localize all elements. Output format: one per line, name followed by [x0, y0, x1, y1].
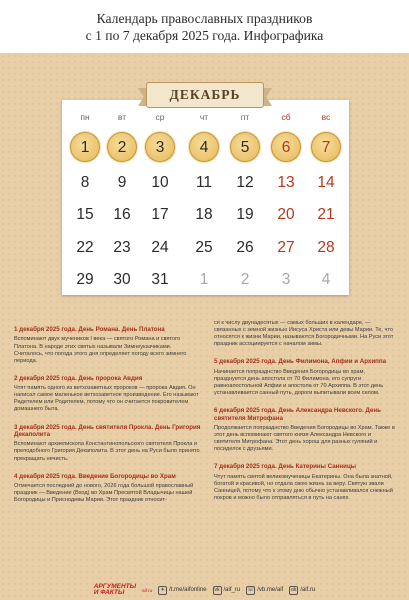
weekday-label: сб [281, 112, 291, 122]
month-ribbon [144, 82, 266, 108]
holiday-text: Чтут память святой великомученицы Екатерины. Она была знатной, богатой и красивой, но отдала свою жизнь за веру. Святую звали Санницей, потому что к этому дню обычно устанавливался снежный покров и можно было отправляться в путь на санях. [214, 473, 393, 502]
day-cell: 24 [151, 239, 169, 256]
footer-link-ok[interactable] [289, 586, 315, 595]
day-cell: 31 [151, 271, 169, 288]
holiday-text: Вспоминают архиепископа Константинопольского святителя Прокла и преподобного Григория Декаполита. В этот день на Руси было принято прекращать нечисть. [14, 441, 200, 462]
holiday-text-continuation: ся к числу двунадесятых — самых больших в календаре, — связанных с земной жизнью Иисуса Христа или девы Марии. Те, что относятся к жизни Марии, называются Богородичными. На Руси этот праздник ассоциируется с началом зимы. [214, 320, 394, 348]
day-cell: 25 [195, 239, 213, 256]
holiday-text: Вспоминают двух мучеников I века — святого Романа и святого Платона. В народе этих святых называли Зимнеуказчиками. Считалось, что погода этого дня определяет погоду всего зимнего периода. [14, 336, 187, 364]
vk-icon: vk [214, 586, 220, 593]
aif-logo[interactable] [94, 584, 136, 597]
day-cell: 15 [76, 206, 94, 223]
day-cell: 28 [317, 239, 335, 256]
day-cell: 29 [76, 271, 94, 288]
day-cell: 20 [277, 206, 295, 223]
holiday-text: Продолжается попразднство Введения Богородицы во Храм. Также в этот день вспоминают святого князя Александра Невского и святителя Митрофана. Этот день хорош для разных гуляний и посиделок с друзьями. [214, 424, 395, 453]
day-cell: 30 [113, 271, 131, 288]
footer-link-viber[interactable] [246, 586, 283, 595]
day-cell: 23 [113, 239, 131, 256]
holiday-heading: 5 декабря 2025 года. День Филимона, Апфии и Архиппа [214, 358, 387, 366]
viber-icon: ☏ [247, 586, 254, 593]
day-cell: 21 [317, 206, 335, 223]
telegram-icon: ✈ [158, 586, 167, 595]
logo-line-1: АРГУМЕНТЫ [93, 582, 137, 590]
day-cell: 9 [117, 174, 127, 191]
holiday-heading: 1 декабря 2025 года. День Романа. День Платона [14, 326, 165, 333]
day-cell: 18 [195, 206, 213, 223]
day-cell: 12 [236, 174, 254, 191]
footer-link-vk[interactable] [213, 586, 241, 595]
weekday-label: вт [117, 112, 127, 122]
title-line-1: Календарь православных праздников [96, 11, 313, 26]
footer-link-label: /aif.ru [300, 587, 316, 593]
day-cell: 2 [240, 271, 250, 288]
footer-link-label: /aif_ru [223, 587, 241, 593]
day-cell: 4 [321, 271, 331, 288]
highlighted-day-cell: 5 [230, 132, 260, 162]
highlighted-day-cell: 4 [189, 132, 219, 162]
day-cell: 10 [151, 174, 169, 191]
holiday-heading: 2 декабря 2025 года. День пророка Авдия [14, 374, 143, 382]
holiday-heading: 4 декабря 2025 года. Введение Богородицы во Храм [14, 472, 176, 480]
logo-line-2: И ФАКТЫ [93, 589, 125, 596]
holiday-text: Отмечается последний до нового, 2026 года большой православный праздник — Введение (Вход) во Храм Пресвятой Владычицы нашей Богородицы и Приснодевы Марии. Этот праздник относит- [14, 483, 194, 504]
highlighted-day-cell: 3 [145, 132, 175, 162]
left-column [14, 326, 202, 504]
weekday-label: вс [321, 112, 331, 122]
weekday-label: чт [199, 112, 209, 122]
highlighted-day-cell: 7 [311, 132, 341, 162]
day-cell: 22 [76, 239, 94, 256]
logo-small-text: aif.ru [142, 587, 153, 593]
weekday-label: ср [155, 112, 165, 122]
day-cell: 8 [80, 174, 90, 191]
page-title [0, 10, 409, 44]
footer-link-label: /vb.me/aif [257, 587, 284, 593]
highlighted-day-cell: 1 [70, 132, 100, 162]
highlighted-day-cell: 2 [107, 132, 137, 162]
footer-link-telegram[interactable] [158, 586, 206, 595]
day-cell: 11 [195, 174, 213, 191]
title-line-2: с 1 по 7 декабря 2025 года. Инфографика [85, 28, 324, 43]
month-label: ДЕКАБРЬ [146, 82, 264, 108]
footer-link-label: /t.me/aifonline [169, 587, 207, 593]
day-cell: 3 [281, 271, 291, 288]
day-cell: 19 [236, 206, 254, 223]
holiday-text: Начинается попразднство Введения Богородицы во храм, празднуется день апостола от 70 Филимона, его супруги равноапостольной Апфии и апостола от 70 Архиппа. В этот день устанавливается санный путь, дороги выпитывали всем селом. [214, 368, 384, 397]
day-cell: 1 [199, 271, 209, 288]
day-cell: 17 [151, 206, 169, 223]
weekday-label: пт [240, 112, 250, 122]
day-cell: 13 [277, 174, 295, 191]
day-cell: 14 [317, 174, 335, 191]
holiday-heading: 6 декабря 2025 года. День Александра Невского. День святителя Митрофана [214, 407, 381, 422]
weekday-label: пн [80, 112, 90, 122]
ok-icon: ok [291, 586, 297, 593]
right-column [214, 320, 398, 502]
day-cell: 16 [113, 206, 131, 223]
footer [0, 580, 409, 600]
day-cell: 27 [277, 239, 295, 256]
holiday-heading: 7 декабря 2025 года. День Катерины Санницы [214, 463, 357, 471]
highlighted-day-cell: 6 [271, 132, 301, 162]
holiday-heading: 3 декабря 2025 года. День святителя Прокла. День Григория Декаполита [14, 423, 201, 438]
day-cell: 26 [236, 239, 254, 256]
holiday-text: Чтят память одного из ветхозаветных пророков — пророка Авдия. Он написал самое маленькое ветхозаветное произведение. Его называют Радетелем или Родителем, потому что он считается покровителем домашнего быта. [14, 385, 199, 413]
